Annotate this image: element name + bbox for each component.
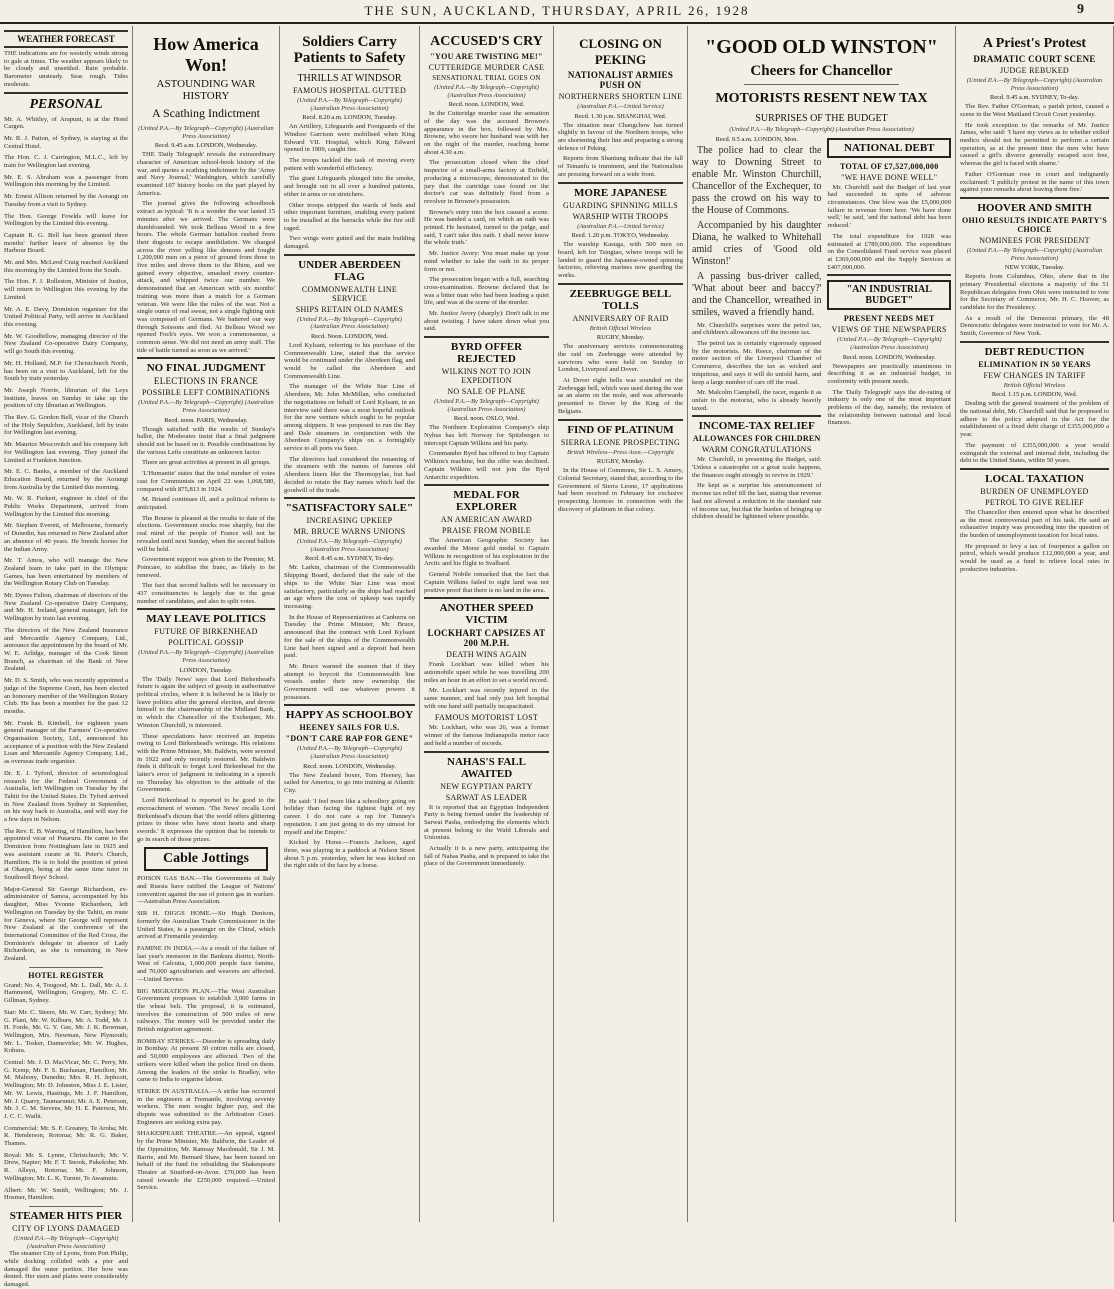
debt-reduction-credit: British Official Wireless [1003,381,1066,389]
birkenhead-headline: MAY LEAVE POLITICS [146,613,266,626]
paragraph: Accompanied by his daughter Diana, he walked to Whitehall amid cries of 'Good old Winston!' [692,219,822,267]
hotel-entry: Central: Mr. J. D. MacVicar, Mr. C. Perry, Mr. G. Kemp, Mr. F. S. Buchanan, Hamilton; Mr. M. Mahony, Dunedin; Mrs. R. H. Jephcott, Wellington; Mr. D. Johnston, Miss J. E. Lister, Mr. W. Lewis, Hastings, Mr. J. F. Hamilton, Mr. J. Quarry, Taumarunui; Mr. A. E. Peterson, Mr. J. C. M. Stevens, Mr. H. E. Paterson, Mr. J. C. C. Waihi. [4,1059,128,1120]
personal-item: Mr. W. R. Furkert, engineer in chief of the Public Works Department, arrived from Wellington by the Limited this morning. [4,495,128,518]
paragraph: M. Briand continues ill, and a political reform is anticipated. [137,496,275,511]
hoover-body [960,273,1109,338]
divider [558,182,683,184]
personal-title: PERSONAL [29,96,103,112]
paragraph: Mr. Lockhart, who was 26, was a former winner of the famous Indianapolis motor race and held a number of records. [424,724,549,747]
paragraph: The Chancellor then entered upon what he described as the most controversial part of his task. He said an exhaustive inquiry was proceeding into the question of the burden of unemployment taxation for local rates. [960,508,1109,540]
divider [284,254,415,256]
personal-item: Mr. H. Holland, M.P. for Christchurch North, has been on a visit to Auckland, left for the South by train yesterday. [4,359,128,383]
winston-credit: (United P.A.—By Telegraph—Copyright) (Australian Press Association) [729,126,914,133]
aberdeen-subhead: COMMONWEALTH LINE SERVICE [301,284,398,303]
column-5 [554,26,688,1222]
hoover-dateline: NEW YORK, Tuesday. [1004,264,1065,272]
accused-subhead-3: SENSATIONAL TRIAL GOES ON [432,74,541,82]
income-tax-subhead: ALLOWANCES FOR CHILDREN [692,434,821,444]
paragraph: He took exception to the remarks of Mr. Justice James, who said: 'I have my views as to whether exiled medico should not be permitted to perform a certain operation, as at the present time the men who have caused a girl's divorce generally escaped scot free, whereas the girl is faced with shame.' [960,121,1109,168]
paragraph: Kicked by Horse.—Francis Jackson, aged three, was playing in a paddock at Nelson Street about 5 p.m. yesterday, when he was kicked on the right side of the face by a horse. [284,839,415,870]
income-tax-headline: INCOME-TAX RELIEF [698,420,815,433]
paragraph: It is reported that an Egyptian Independent Party is being formed under the leadership of Sarwat Pasha, embodying the elements which at present belong to the Wafd Liberals and Unionists. [424,803,549,842]
medal-headline: MEDAL FOR EXPLORER [453,489,520,514]
zeebrugge-body [558,343,683,415]
paragraph: Mr. Larkin, chairman of the Commonwealth Shipping Board, declared that the sale of the ships to the White Star Line was most satisfactory, particularly as the ships had reached an age where the cost of upkeep was rapidly increasing. [284,564,415,610]
paragraph: Other troops stripped the wards of beds and other important furniture, enabling every patient to be installed at the barracks while the fire still raged. [284,201,415,232]
local-taxation-body [960,509,1109,574]
paragraph: Mr. Churchill said the Budget of last year had succeeded in spite of adverse circumstances. One blow was the £5,000,000 failure in revenue from beer. 'We have done well,' he said, 'and the national debt has been reduced.' [827,183,951,230]
divider [310,69,389,70]
winston-subhead: Cheers for Chancellor [750,63,893,79]
paragraph: The American Geographic Society has awarded the Morse gold medal to Captain Wilkins in recognition of his exploration in the Arctic and his flight to Svalbard. [424,537,549,568]
weather-title: WEATHER FORECAST [17,34,115,44]
personal-item: Mr. Ernest Allison returned by the Aorangi on Tuesday from a visit to Sydney. [4,193,128,208]
america-body [137,151,275,354]
paragraph: The manager of the White Star Line of Aberdeen, Mr. John McMillan, who conducted the negotiations on behalf of Lord Kylsant, in an interview said there was a most hopeful outlook for the new venture which ought to be popular among shippers. It was proposed to run the Bay and Dale steamers in conjunction with the Aberdeen Company's ships on a fortnightly service to all ports via Suez. [284,383,415,453]
paragraph: THE 'Daily Telegraph' reveals the extraordinary character of American school-book history of the war, and quotes a scathing indictment by the 'Army and Navy Journal,' Washington, which carefully examined 107 history books on the part played by America. [137,151,275,197]
france-subhead-2: POSSIBLE LEFT COMBINATIONS [141,388,271,398]
priest-body [960,103,1109,194]
paragraph: At Dover eight bells was sounded on the Zeebrugge bell, which was used during the war as an alarm on the mole, and was afterwards presented to Dover by the King of the Belgians. [558,377,683,415]
japanese-credit: (Australian P.A.—United Service) [577,222,664,230]
divider [137,357,275,359]
divider [4,92,128,94]
debt-reduction-headline: DEBT REDUCTION [984,345,1085,358]
divider [960,341,1109,343]
paragraph: The police had to clear the way to Downing Street to enable Mr. Winston Churchill, Chancellor of the Exchequer, to pass the crowd on his way to the House of Commons. [692,144,822,216]
france-dateline: Recd. noon. PARIS, Wednesday. [164,416,248,424]
paragraph: In the House of Representatives at Canberra on Tuesday the Prime Minister, Mr. Bruce, announced that the contract with Lord Kylsant for the sale of the ships of the Commonwealth Line had been signed and a deposit had been paid. [284,613,415,660]
divider [424,597,549,599]
hoover-subhead: OHIO RESULTS INDICATE PARTY'S CHOICE [962,215,1107,234]
personal-item: Mr. Joseph Norrie, librarian of the Leys Institute, leaves on Sunday to take up the position of city librarian at Wellington. [4,386,128,410]
personal-item: The Hon. F. J. Rolleston, Minister of Justice, will return to Wellington this evening by the Limited. [4,278,128,301]
zeebrugge-dateline: RUGBY, Monday. [596,334,645,342]
paragraph: A passing bus-driver called, 'What about beer and baccy?' and the Chancellor, wreathed in smiles, waved a friendly hand. [692,270,822,318]
personal-item: Mr. D. S. Smith, who was recently appointed a judge of the Supreme Court, has been elected an honorary member of the Wellington Rotary Club. He has been a member for the past 12 months. [4,677,128,715]
paragraph: In the House of Commons, Sir L. S. Amery, Colonial Secretary, stated that, according to the Government of Sierra Leone, 17 applications had been received in February for exclusive prospecting licences in connection with the discovery of platinum in that colony. [558,467,683,513]
japanese-subhead: GUARDING SPINNING MILLS [563,200,678,210]
paragraph: Commander Byrd has offered to buy Captain Wilkins's machine, but the offer was declined. Captain Wilkins will not join the Byrd Antarctic expedition. [424,450,549,481]
peking-subhead: NATIONALIST ARMIES PUSH ON [567,70,674,90]
byrd-subhead: WILKINS NOT TO JOIN EXPEDITION [441,367,532,386]
industrial-budget-body [827,363,951,428]
personal-item: Mr. Dynes Fulton, chairman of directors of the New Zealand Co-operative Dairy Company, and Mr. H. Ireland, general manager, left for Wellington by train last evening. [4,592,128,623]
paragraph: Though satisfied with the results of Sunday's ballot, the Moderates insist that a final judgment should not be based on it. Possible combinations by the various Lefts constitute an unknown factor. [137,425,275,456]
paragraph: The anniversary services commemorating the raid on Zeebrugge were attended by survivors who were held on Sunday in London, Liverpool and Dover. [558,343,683,374]
weather-box [4,30,128,48]
personal-item: Mr. Stephen Everett, of Melbourne, formerly of Dunedin, has returned to New Zealand after an absence of 40 years. He breeds horses for the Indian Army. [4,522,128,553]
paragraph: The troops tackled the task of moving every patient with wonderful efficiency. [284,157,415,172]
windsor-dateline: Recd. 8.20 a.m. LONDON, Tuesday. [302,114,397,122]
medal-body [424,537,549,594]
priest-dateline: Recd. 9.45 a.m. SYDNEY, To-day. [989,94,1080,102]
paragraph: The Bourse is pleased at the results to date of the elections. Government stocks rose sharply, but the real mind of the people of France will not be revealed until next Sunday, when the second ballots will be held. [137,514,275,553]
hotel-entry: Albert: Mr. W. Smith, Wellington; Mr. J. Hosmer, Hamilton. [4,1186,128,1202]
speed-body [424,661,549,710]
paragraph: Government support was given to the Premier, M. Poincare, to stabilise the franc, as likely to be renewed. [137,556,275,579]
national-debt-body [827,184,951,272]
zeebrugge-headline: ZEEBRUGGE BELL TOLLS [569,287,672,312]
personal-item: Mr. Maurice Moscovitch and his company left for Wellington last evening. They joined the Limited at Frankton Junction. [4,441,128,464]
cable-item: BOMBAY STRIKES.—Disorder is spreading daily in Bombay. At present 30 cotton mills are closed, and 50,000 employees are affected. Two of the strikers were killed when the police fired on them. Among the leaders of the strike is Bradley, who came to India to organise labour. [137,1037,275,1084]
hotel-list [4,982,128,1202]
divider [284,704,415,706]
paragraph: The 'Daily Telegraph' says the de-rating of industry is only one of the most important problems of the day, namely, the revision of the relationship between national and local finances. [827,388,951,427]
aberdeen-headline: UNDER ABERDEEN FLAG [298,258,401,283]
paragraph: He proposed to levy a tax of fourpence a gallon on petrol, which would produce £12,000,000 a year, and would be used as a fund to relieve local rates in productive industries. [960,542,1109,573]
column-3 [280,26,420,1222]
heeney-subhead: HEENEY SAILS FOR U.S. [299,723,400,733]
platinum-dateline: RUGBY, Monday. [596,458,645,466]
windsor-subhead: THRILLS AT WINDSOR [297,73,402,84]
paragraph: The prosecution closed when the chief inspector of a small-arms factory at Enfield, producing a microscope, demonstrated to the jury that the cartridge case found on the doctor's car was definitely fired from a revolver in Browne's possession. [424,159,549,205]
divider [692,415,821,417]
hoover-credit: (United P.A.—By Telegraph—Copyright) (Australian Press Association) [966,246,1103,262]
personal-item: Major-General Sir George Richardson, ex-administrator of Samoa, accompanied by his daughter, Miss Yvonne Richardson, left Wellington on Tuesday by the Tahiti, en route for Geneva, where Sir George will represent New Zealand at the conference of the International Committee of the Red Cross, the Dominion's delegate in absence of Lady Richardson, as she is remaining in New Zealand. [4,885,128,963]
paragraph: There are great activities at present in all groups. [142,459,271,467]
cable-jottings-title: Cable Jottings [163,851,249,867]
column-6 [688,26,956,1222]
divider [744,84,899,85]
cable-list [137,875,275,1192]
america-subhead: ASTOUNDING WAR HISTORY [156,78,256,102]
personal-item: Mr. R. J. Patton, of Sydney, is staying at the Central Hotel. [4,134,128,150]
column-1 [0,26,133,1288]
industrial-budget-headline: "AN INDUSTRIAL BUDGET" [846,284,932,307]
america-subhead-2: A Scathing Indictment [152,106,260,120]
nahas-headline: NAHAS'S FALL AWAITED [447,755,526,780]
personal-item: The directors of the New Zealand Insurance and Mercantile Agency Company, Ltd., announce the appointment by the board of Mr. W. E. Arlidge, manager of the Cook Street Branch, as chairman of the Bank of New Zealand. [4,626,128,673]
debt-reduction-subhead: ELIMINATION IN 50 YEARS [978,359,1091,369]
industrial-budget-subhead-2: VIEWS OF THE NEWSPAPERS [831,325,947,335]
speed-subhead: LOCKHART CAPSIZES AT 200 M.P.H. [427,628,546,649]
nahas-subhead: NEW EGYPTIAN PARTY [440,781,533,791]
divider [960,468,1109,470]
byrd-credit: (United P.A.—By Telegraph—Copyright) (Australian Press Association) [434,398,539,413]
heeney-headline: HAPPY AS SCHOOLBOY [285,709,414,722]
cable-item: SIR H. DIGGS HOME.—Sir Hugh Denison, formerly the Australian Trade Commissioner in the United States, is a passenger on the Chiral, which arrived at Fremantle yesterday. [137,910,275,941]
accused-credit: (United P.A.—By Telegraph—Copyright) (Australian Press Association) [434,84,539,99]
byrd-headline: BYRD OFFER REJECTED [450,341,523,366]
steamer-credit: (United P.A.—By Telegraph—Copyright) (Australian Press Association) [13,1235,119,1250]
accused-subhead-2: CUTTERIDGE MURDER CASE [428,63,545,72]
industrial-budget-box [827,280,951,310]
france-headline: NO FINAL JUDGMENT [146,362,266,375]
winston-headline: "GOOD OLD WINSTON" [705,36,938,58]
sale-subhead: INCREASING UPKEEP [306,516,393,526]
column-7 [956,26,1114,1222]
paragraph: Reports from Shantung indicate that the fall of Tsinanfu is imminent, and the Nationalists are pressing forward on a wide front. [558,155,683,178]
medal-subhead-2: PRAISE FROM NOBILE [442,526,531,536]
divider [29,1206,103,1207]
debt-reduction-dateline: Recd. 1.15 p.m. LONDON, Wed. [991,391,1078,399]
personal-item: Mr. A. Whitley, of Arapuni, is at the Hotel Cargen. [4,115,128,131]
hoover-headline: HOOVER AND SMITH [977,201,1092,214]
winston-right [827,134,951,524]
sale-dateline: Recd. 8.45 a.m. SYDNEY, To-day. [304,555,395,563]
aberdeen-credit: (United P.A.—By Telegraph—Copyright) (Australian Press Association) [297,315,402,331]
personal-item: The Rev. G. Gordon Bell, vicar of the Church of the Holy Sepulchre, Auckland, left by train for Wellington last evening. [4,414,128,437]
heeney-dateline: Recd. noon. LONDON, Wednesday. [303,762,396,770]
byrd-dateline: Recd. noon. OSLO, Wed. [453,415,520,423]
aberdeen-body [284,342,415,494]
peking-headline: CLOSING ON PEKING [579,36,662,67]
divider [960,197,1109,199]
birkenhead-credit: (United P.A.—By Telegraph—Copyright) (Australian Press Association) [138,649,274,665]
zeebrugge-subhead: ANNIVERSARY OF RAID [572,313,669,323]
masthead-title: THE SUN, AUCKLAND, THURSDAY, APRIL 26, 1928 [364,3,750,18]
paragraph: Frank Lockhart was killed when his automobile upset while he was travelling 200 miles an hour in an effort to set a world record. [424,661,549,684]
japanese-body [558,241,683,280]
winston-left [692,134,821,524]
windsor-subhead-2: FAMOUS HOSPITAL GUTTED [292,86,407,95]
personal-item: Mr. W. Goodfellow, managing director of the New Zealand Co-operative Dairy Company, will go South this evening. [4,332,128,356]
personal-list [4,116,128,963]
paragraph: Mr. Bruce warned the seamen that if they attempt to boycott the Commonwealth line vessels under their new ownership the Government will use whatever powers it possesses. [284,662,415,701]
steamer-headline: STEAMER HITS PIER [9,1210,123,1222]
paragraph: Newspapers are practically unanimous in describing it as an industrial budget, in conformity with present needs. [827,362,951,385]
paragraph: Mr. Churchill, in presenting the Budget, said: 'Unless a catastrophe on a great scale happens, the finances ought strongly to revive in 1929.' [692,456,822,479]
birkenhead-body [137,676,275,844]
platinum-body [558,467,683,513]
local-taxation-subhead-2: PETROL TO GIVE RELIEF [985,497,1084,507]
budget-subhead: SURPRISES OF THE BUDGET [755,113,888,124]
income-tax-subhead-2: WARM CONGRATULATIONS [701,445,812,455]
birkenhead-subhead: FUTURE OF BIRKENHEAD [154,627,258,637]
france-body [137,426,275,606]
divider [827,274,951,276]
cable-item: SHAKESPEARE THEATRE.—An appeal, signed by the Prime Minister, Mr. Baldwin, the Leader of the Opposition, Mr. Ramsay Macdonald, Sir J. M. Barrie, and Mr. Bernard Shaw, has been issued on behalf of the fund for rebuilding the Shakespeare Theatre at Stratford-on-Avon. £70,000 has been raised towards the £250,000 required.—United Service. [137,1130,275,1192]
priest-headline: A Priest's Protest [982,36,1087,51]
america-headline: How America Won! [153,34,259,75]
cable-item: BIG MIGRATION PLAN.—The West Australian Government proposes to establish 3,000 farms in the wheat belt. The proposal, it is estimated, involves the construction of 500 miles of new railways. The money will be provided under the British migration agreement. [137,987,275,1034]
page-number: 9 [1077,2,1084,17]
debt-reduction-body [960,400,1109,465]
debt-reduction-subhead-2: FEW CHANGES IN TARIFF [983,370,1086,380]
platinum-subhead: SIERRA LEONE PROSPECTING [560,437,681,447]
paragraph: 'L'Humanite' states that the total number of votes cast for Communists on April 22 was 1,068,580, compared with 875,813 in 1924. [137,470,275,493]
industrial-budget-dateline: Recd. noon. LONDON, Wednesday. [842,353,936,361]
national-debt-box [827,138,951,158]
column-2 [133,26,280,1222]
accused-headline: ACCUSED'S CRY [430,34,543,49]
sale-body [284,564,415,701]
paragraph: Actually it is a new party, anticipating the fall of Nahas Pasha, and is prepared to take the place of the Government immediately. [424,845,549,868]
paragraph: These speculations have received an impetus owing to Lord Birkenhead's writings. His relations with the Prime Minister, Mr. Baldwin, were severed in 1922 and only recently restored. Mr. Baldwin finds it difficult to forget Lord Birkenhead for the latter's error of judgment in indicating in a speech on Thursday his objection to the attitude of the Government. [137,732,275,794]
paragraph: The giant Lifeguards plunged into the smoke, and brought out in all over a hundred patients, either in arms or on stretchers. [284,175,415,198]
speed-subhead-2: DEATH WINS AGAIN [446,650,527,660]
divider [558,283,683,285]
windsor-headline: Soldiers Carry Patients to Safety [293,34,406,66]
motorists-headline: MOTORISTS RESENT NEW TAX [715,91,928,106]
paragraph: As a result of the Democrat primary, the 48 Democratic delegates were instructed to vote for Mr. A. Smith, Governor of New York. [960,314,1109,338]
personal-item: The Rev. E. B. Wareing, of Hamilton, has been appointed vicar of Putaruru. He came to the Dominion from Nottingham late in 1925 and was assistant curate at St. Peter's Church, Hamilton. He is to hold the position of priest at Okaupo, being at the same time tutor in Southwell Boys' School. [4,827,128,881]
hotel-entry: Grand: No. 4, Toogood, Mr. L. Dall, Mr. A. J. Hammond, Wellington, Gregory, Mr. C. C. Gillman, Sydney. [4,981,128,1005]
paragraph: Mr. Churchill's surprises were the petrol tax, and children's allowances off the income tax. [692,321,822,337]
paragraph: Mr. Justice Avory (sharply): Don't talk to me about twisting. I have taken down what you said. [424,310,549,333]
divider [29,967,103,968]
winston-body [692,145,821,413]
personal-item: Dr. E. J. Tyford, director of seismological research for the Federal Government of Australia, left Wellington on Tuesday by the Tahiti for the United States. Dr. Tyford arrived in New Zealand from Sydney in September, on his way back to Australia, and will stay for a few days in Nelson. [4,769,128,824]
personal-item: Captain R. G. Bell has been granted three months' further leave of absence by the Harbour Board. [4,231,128,255]
personal-item: The Hon. C. J. Carrington, M.L.C., left by train for Wellington last evening. [4,154,128,170]
motorist-body [424,724,549,747]
accused-dateline: Recd. noon. LONDON, Wed. [448,101,525,109]
paragraph: The Rev. Father O'Gorman, a parish priest, caused a scene in the West Maitland Circuit Court yesterday. [960,103,1109,118]
paragraph: The directors had considered the renaming of the steamers with the names of famous old Aberdeen liners like the Thermopylae, but had decided to retain the Bay names which had the goodwill of the trade. [284,455,415,494]
paragraph: The prosecution began with a full, searching cross-examination. Browne declared that he was a bitter man who had been leading a quiet life, and was at the scene of the murder. [424,276,549,307]
personal-item: Mr. T. Amos, who will manage the New Zealand team to take part in the Olympic Games, has been entertained by members of the Wellington Rotary Club on Tuesday. [4,557,128,588]
hotel-entry: Royal: Mr. S. Lynne, Christchurch; Mr. V. Drew, Napier; Mr. F. T. Snook, Pukekohe; Mr. R. Alleyn, Rotorua; Mr. F. Johnson, Wellington; Mr. L. K. Turner, Te Awamutu. [4,1151,128,1182]
byrd-body [424,424,549,481]
national-debt-headline: NATIONAL DEBT [843,141,935,154]
masthead [0,0,1114,24]
personal-item: Mr. A. E. Davy, Dominion organiser for the United Political Party, will arrive in Auckland this evening. [4,305,128,328]
america-credit: (United P.A.—By Telegraph—Copyright) (Australian Press Association) [138,125,274,140]
sale-credit: (United P.A.—By Telegraph—Copyright) (Australian Press Association) [297,538,402,553]
zeebrugge-credit: British Official Wireless [589,324,652,332]
windsor-body [284,123,415,251]
hotel-entry: Commercial: Mr. S. F. Greaney, Te Aroha; Mr. R. Henderson, Rotorua; Mr. R. G. Baker, Thames. [4,1124,128,1148]
peking-body [558,122,683,179]
winston-columns [692,134,951,524]
medal-subhead: AN AMERICAN AWARD [440,515,533,525]
peking-subhead-2: NORTHERNERS SHORTEN LINE [558,92,683,101]
paragraph: The Northern Exploration Company's ship Nyhus has left Norway for Spitzbergen to intercept Captain Wilkins and his party. [424,424,549,447]
japanese-subhead-2: WARSHIP WITH TROOPS [572,211,669,221]
aberdeen-dateline: Recd. Noon. LONDON, Wed. [311,332,388,340]
personal-item: Mr. E. S. Abraham was a passenger from Wellington this morning by the Limited. [4,173,128,189]
priest-subhead: DRAMATIC COURT SCENE [973,54,1096,64]
divider [424,484,549,486]
heeney-credit: (United P.A.—By Telegraph—Copyright) (Australian Press Association) [297,745,402,761]
divider [424,336,549,338]
america-dateline: Recd. 9.45 a.m. LONDON, Wednesday. [154,142,258,150]
windsor-credit: (United P.A.—By Telegraph—Copyright) (Australian Press Association) [297,97,402,112]
paragraph: The warship Kasuga, with 500 men on board, left for Tsingtao, where troops will be landed to guard the Japanese-owned spinning factories, relieving marines now guarding the works. [558,241,683,279]
paragraph: Lord Birkenhead is reported to be good to the encroachment of women. 'The News' recalls Lord Birkenhead's dictum that 'the world offers glittering prizes to those who have stout hearts and sharp swords.' It expresses the opinion that he intends to go in search of those prizes. [137,797,275,843]
hotel-entry: Star: Mr. C. Steere, Mr. W. Carr, Sydney; Mr. G. Plant, Mr. W. Kilburn, Mr. A. Todd, Mr. J. H. Forde, Mr. G. Y. Gee, Mr. J. K. Bowman, Wellington, Mrs. Newman, New Plymouth; Mr. L. Tosker, Dannevirke; Mr. W. Hughes, Kohura. [4,1008,128,1055]
accused-subhead: "YOU ARE TWISTING ME!" [430,52,543,61]
paragraph: Two wings were gutted and the main building damaged. [284,235,415,251]
paragraph: The journal gives the following schoolbook extract as typical: 'It is a wonder the war lasted 15 minutes after we arrived. The Germans were dumbfounded. We took Belleau Wood in a few hours. The whole German battalion rushed from their dugouts to escape annihilation. We charged across the river yelling like demons and fought 1,200,000 men on a piece of ground from three to five miles and drove them to the Rhine, and we gained every objective, smashed every counter-attack, and whipped twice our number. We demonstrated that an American with six months' training was more than a match for a German veteran. We were like the rules of the war. Not a single ounce of real sweat, not a single fighting unit was composed of Germans. We battered our way through Soissons and fled. At Belleau Wood we opened Foch's eyes. We won a commonsense, a common sense. We did not need an army staff. The tide of battle turned as soon as we arrived.' [137,200,275,354]
platinum-headline: FIND OF PLATINUM [567,423,674,436]
paragraph: The New Zealand boxer, Tom Heeney, has sailed for America, to go into training at Atlantic City. [284,771,415,795]
hoover-subhead-2: NOMINEES FOR PRESIDENT [979,235,1090,245]
nahas-subhead-2: SARWAT AS LEADER [445,792,528,802]
france-subhead: ELECTIONS IN FRANCE [153,376,259,387]
income-tax-body [692,456,821,521]
peking-credit: (Australian P.A.—United Service) [577,103,664,110]
sale-subhead-2: MR. BRUCE WARNS UNIONS [293,527,406,537]
divider [137,608,275,610]
motorist-headline: FAMOUS MOTORIST LOST [434,713,539,723]
divider [424,751,549,753]
birkenhead-dateline: LONDON, Tuesday. [179,666,233,674]
winston-dateline: Recd. 9.5 a.m. LONDON, Mon. [715,135,798,143]
heeney-body [284,772,415,870]
priest-subhead-2: JUDGE REBUKED [999,66,1069,75]
cable-item: STRIKE IN AUSTRALIA.—A strike has occurred in the engineers at Fremantle, involving seventy workers. The men sought higher pay, and the dispute was submitted to the Arbitration Court. Engineers are seeking extra pay. [137,1087,275,1126]
france-credit: (United P.A.—By Telegraph—Copyright) (Australian Press Association) [138,399,274,415]
personal-item: Mr. and Mrs. McLeod Craig reached Auckland this morning by the Limited from the South. [4,259,128,274]
paragraph: The petrol tax is certainly vigorously opposed by the motorists. Mr. Reece, chairman of the motor section of the Liverpool Chamber of Commerce, describes the tax as wicked and iniquitous, and says it will do untold harm, and keep a large number of cars off the road. [692,340,822,386]
japanese-headline: MORE JAPANESE [574,186,667,199]
paragraph: The total expenditure for 1928 was estimated at £789,000,000. The expenditure on the Consolidated Fund service was placed at £369,000,000 and the Supply Services at £407,000,000. [827,232,951,271]
divider [558,419,683,421]
divider [284,497,415,499]
paragraph: Father O'Gorman rose in court and indignantly exclaimed: 'I publicly protest in the name of this town against your remarks about leaving them free.' [960,170,1109,194]
paragraph: Mr. Malcolm Campbell, the racer, regards it as unfair to the motorist, who is already heavily taxed. [692,389,822,412]
speed-headline: ANOTHER SPEED VICTIM [439,602,534,627]
japanese-dateline: Recd. 1.20 p.m. TOKYO, Wednesday. [571,232,670,240]
paragraph: The fact that second ballots will be necessary in 437 constituencies is largely due to the great number of candidates, and also to split votes. [137,582,275,605]
personal-item: Mr. Frank B. Kimbell, for eighteen years general manager of the Farmers' Co-operative Organisation Society, Ltd., announced his acceptance of a position with the New Zealand Loan and Mercantile Agency Company, Ltd., as overseas trade organiser. [4,719,128,766]
local-taxation-subhead: BURDEN OF UNEMPLOYED [980,486,1089,496]
platinum-credit: British Wireless—Press Assn.—Copyright [567,448,674,456]
personal-item: Mr. E. C. Banks, a member of the Auckland Education Board, returned by the Aorangi from Australia by the Limited this morning. [4,468,128,491]
cable-item: FAMINE IN INDIA.—As a result of the failure of last year's monsoon in the Bankura district, North-West of Calcutta, 1,000,000 people face famine, and 70,000 agriculturists and weavers are affected.—United Service. [137,945,275,983]
industrial-budget-credit: (United P.A.—By Telegraph—Copyright) (Australian Press Association) [836,336,942,351]
industrial-budget-subhead: PRESENT NEEDS MET [843,314,935,324]
paragraph: Mr. Justice Avory: You must make up your mind whether to take the oath in its proper form or not. [424,250,549,273]
nahas-body [424,804,549,869]
paragraph: Mr. Lockhart was recently injured in the same manner, and had only just left hospital with one hand still partially incapacitated. [424,687,549,710]
paragraph: General Nobile remarked that the fact that Captain Wilkins failed to sight land was not positive proof that there is no land in the area. [424,571,549,594]
steamer-text: The steamer City of Lyons, from Port Philip, while docking collided with a pier and damaged the outer portion. Her bow was dented. Her stern and plates were considerably damaged. [4,1250,128,1288]
byrd-subhead-2: NO SALE OF PLANE [447,387,526,397]
hotel-register-title: HOTEL REGISTER [28,970,104,980]
paragraph: An Artillery, Lifeguards and Footguards of the Windsor Garrison were mobilised when King Edward VII. Hospital, which King Edward opened in 1909, caught fire. [284,123,415,154]
cable-item: POISON GAS BAN.—The Governments of Italy and Russia have ratified the League of Nations' convention against the use of poison gas in warfare.—Australian Press Association. [137,875,275,906]
local-taxation-headline: LOCAL TAXATION [985,472,1084,485]
birkenhead-subhead-2: POLITICAL GOSSIP [168,638,244,648]
weather-text: THE indications are for westerly winds strong to gale at times. The weather appears likely to be cloudy and unsettled. Rain probable. Barometer unsteady. Seas rough. Tides moderate. [4,50,128,88]
heeney-subhead-2: "DON'T CARE RAP FOR GENE" [285,734,414,744]
paragraph: He kept as a surprise his announcement of income tax relief till the last, stating that revenue had not allowed a reduction in the standard rate of income tax, but that the burden of bringing up children should be lightened where possible. [692,482,822,521]
paragraph: He said: 'I feel more like a schoolboy going on holiday than facing the tightest fight of my career. I do not care a rap for Tunney's reputation. I am just going to do my utmost for myself and the Empire.' [284,797,415,836]
cable-jottings-box [144,847,268,871]
aberdeen-subhead-2: SHIPS RETAIN OLD NAMES [295,304,404,314]
sale-headline: "SATISFACTORY SALE" [285,502,414,515]
steamer-subhead: CITY OF LYONS DAMAGED [12,1224,120,1233]
paragraph: The situation near Changchow has turned slightly in favour of the Northern troops, who are shortening their line and preparing a strong defence of Peking. [558,121,683,152]
paragraph: The 'Daily News' says that Lord Birkenhead's future is again the subject of gossip in authoritative political circles, where it is believed he is likely to leave politics after the general election, and devote himself to the chairmanship of the Midland Bank, in which the Chancellor of the Exchequer, Mr. Winston Churchill, is interested. [137,675,275,729]
personal-item: The Hon. George Fowlds will leave for Wellington by the Limited this evening. [4,212,128,228]
column-4 [420,26,554,1222]
paragraph: Reports from Columbus, Ohio, show that in the primary Presidential elections a majority of the 51 Republican delegates from Ohio were instructed to vote for the Secretary of Commerce, Mr. H. C. Hoover, as candidate for the Presidency. [960,273,1109,311]
paragraph: The payment of £355,000,000 a year would extinguish the external and internal debt, including the debt to the United States, within 50 years. [960,441,1109,465]
national-debt-subhead-2: "WE HAVE DONE WELL" [841,172,938,182]
paragraph: Dealing with the general treatment of the problem of the national debt, Mr. Churchill said that he proposed to adhere to the policy adopted in the Act for the establishment of a fixed debt charge of £355,000,000 a year. [960,400,1109,439]
priest-credit: (United P.A.—By Telegraph—Copyright) (Australian Press Association) [966,77,1103,92]
peking-dateline: Recd. 1.30 p.m. SHANGHAI, Wed. [574,112,667,120]
national-debt-subhead: TOTAL OF £7,527,000,000 [839,161,939,171]
accused-body [424,110,549,333]
paragraph: In the Cutteridge murder case the sensation of the day was the accused Browne's appearance in the box, followed by Mrs. Browne, who swore her husband was with her on the night of the murder, reaching home about 4.30 a.m. [424,110,549,156]
paragraph: Lord Kylsant, referring to his purchase of the Commonwealth Line, stated that the service would be continued under the Aberdeen flag, and would be called the Aberdeen and Commonwealth Line. [284,341,415,380]
paragraph: Browne's entry into the box caused a scene. He was handed a card, on which an oath was printed. He hesitated, turned to the judge, and said, 'I can't take this oath. I shall never know the whole truth.' [424,208,549,247]
